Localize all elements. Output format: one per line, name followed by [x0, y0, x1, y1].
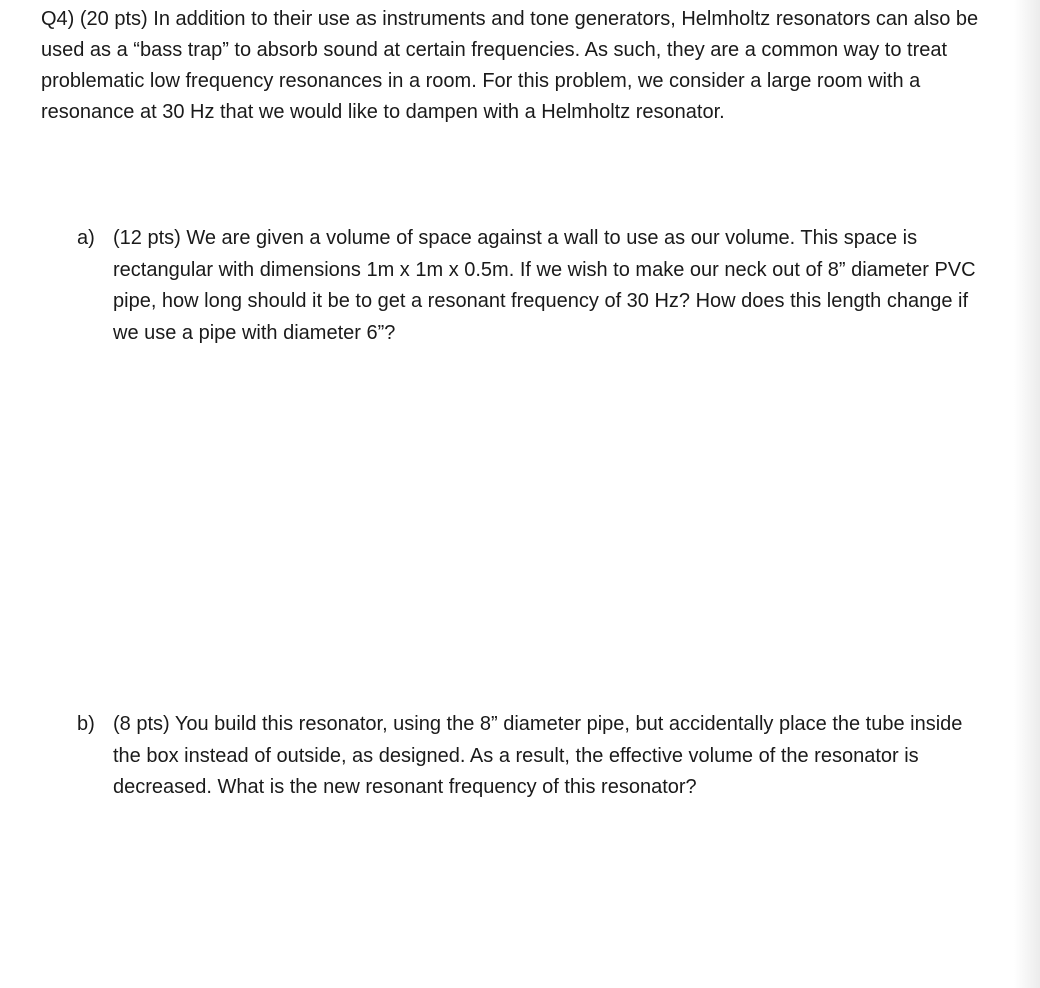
part-b-label: b) [77, 713, 95, 735]
part-a [77, 223, 977, 349]
part-a-label: a) [77, 227, 95, 249]
part-b-text: (8 pts) You build this resonator, using the 8” diameter pipe, but accidentally place the tube inside the box instead of outside, as designed. As a result, the effective volume of the resonator is decreased. What is the new resonant frequency of this resonator? [113, 713, 963, 798]
part-a-text: (12 pts) We are given a volume of space against a wall to use as our volume. This space is rectangular with dimensions 1m x 1m x 0.5m. If we wish to make our neck out of 8” diameter PVC pipe, how long should it be to get a resonant frequency of 30 Hz? How does this length change if we use a pipe with diameter 6”? [113, 227, 976, 344]
page-edge-shadow [1014, 0, 1040, 988]
question-prompt: Q4) (20 pts) In addition to their use as instruments and tone generators, Helmholtz resonators can also be used as a “bass trap” to absorb sound at certain frequencies. As such, they are a common way to treat problematic low frequency resonances in a room. For this problem, we consider a large room with a resonance at 30 Hz that we would like to dampen with a Helmholtz resonator. [41, 8, 979, 123]
part-b [77, 709, 977, 804]
